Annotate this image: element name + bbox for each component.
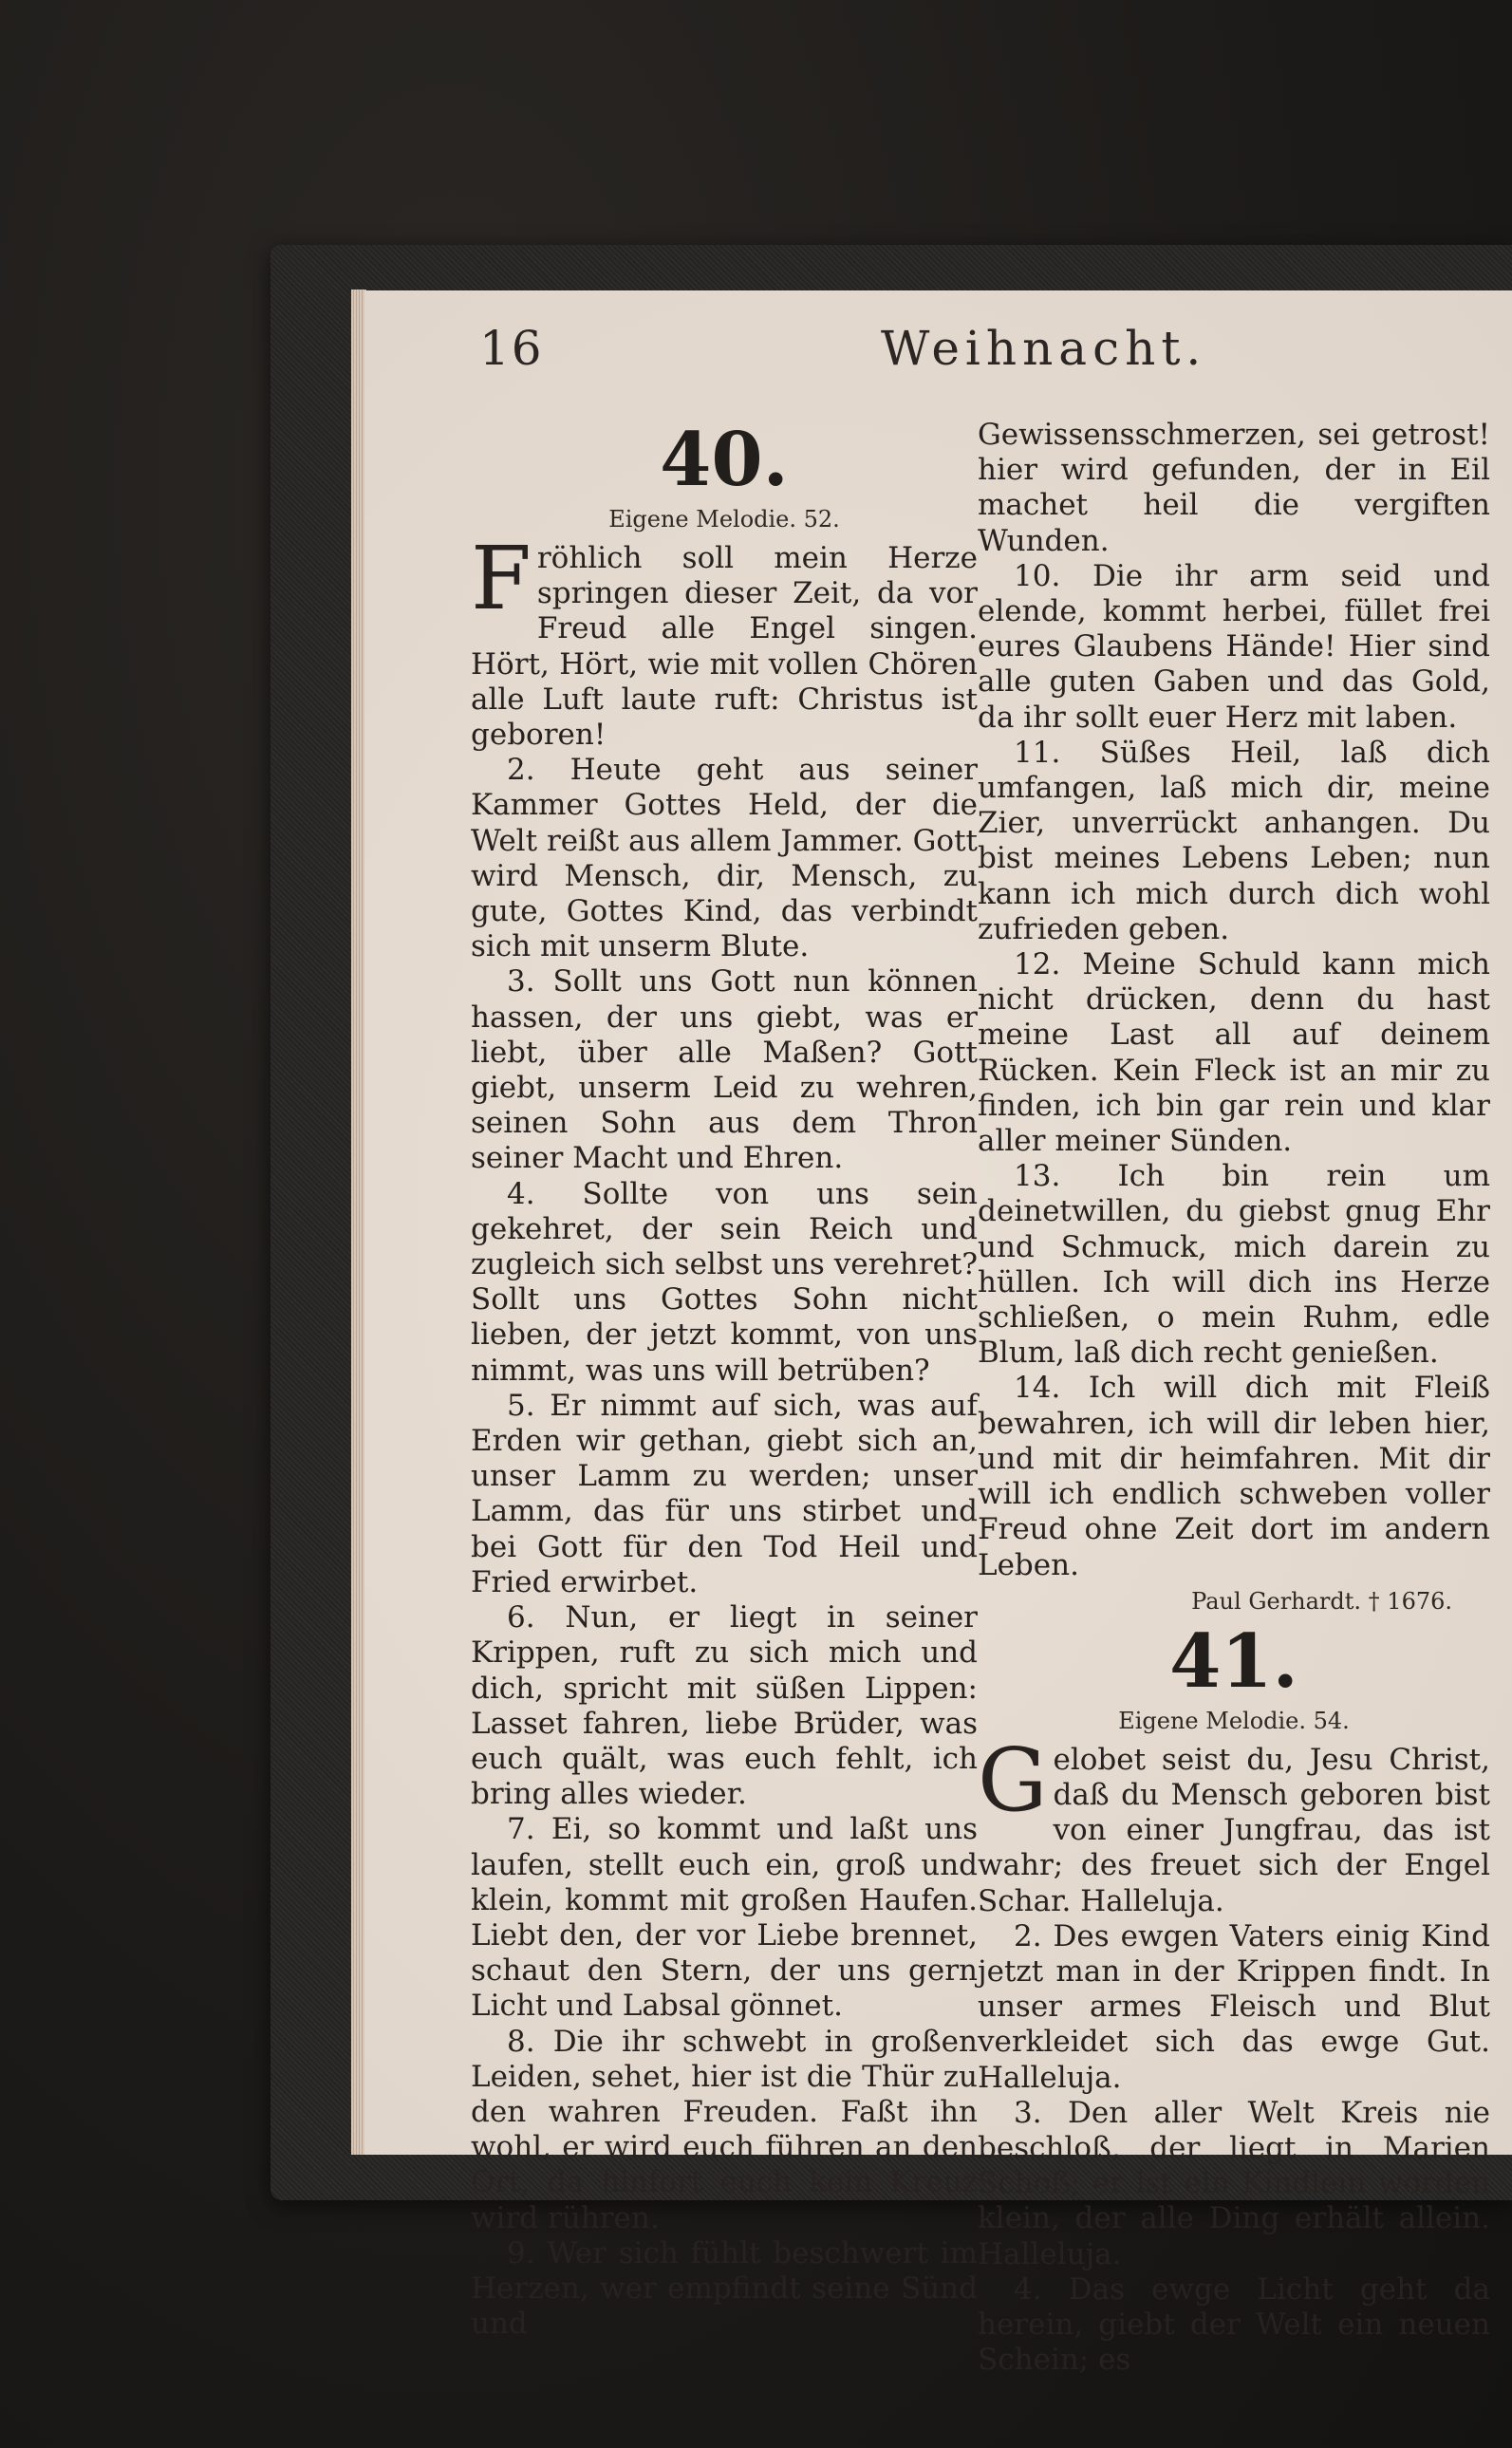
hymn-40-initial: F (471, 528, 532, 629)
hymn-40-stanza-11: 11. Süßes Heil, laß dich umfangen, laß mich dir, meine Zier, unverrückt anhangen. Du bist meines Lebens Leben; nun kann ich mich durch dich wohl zufrieden geben. (978, 735, 1490, 946)
hymn-40-stanza-9-start: 9. Wer sich fühlt beschwert im Herzen, wer empfindt seine Sünd und (471, 2235, 978, 2342)
hymn-40-number: 40. (660, 417, 789, 503)
hymn-41-stanza-1 (978, 1729, 1490, 1919)
hymn-40-author: Paul Gerhardt. † 1676. (1191, 1587, 1452, 1615)
hymn-40-stanza-5: 5. Er nimmt auf sich, was auf Erden wir gethan, giebt sich an, unser Lamm zu werden; unser Lamm, das für uns stirbet und bei Gott für den Tod Heil und Fried erwirbet. (471, 1388, 978, 1599)
hymn-40-stanza-10: 10. Die ihr arm seid und elende, kommt herbei, füllet frei eures Glaubens Hände! Hier sind alle guten Gaben und das Gold, da ihr sollt euer Herz mit laben. (978, 558, 1490, 735)
hymn-40-stanza-13: 13. Ich bin rein um deinetwillen, du giebst gnug Ehr und Schmuck, mich darein zu hüllen. Ich will dich ins Herze schließen, o mein Ruhm, edle Blum, laß dich recht genießen. (978, 1159, 1490, 1371)
hymn-40-stanza-6: 6. Nun, er liegt in seiner Krippen, ruft zu sich mich und dich, spricht mit süßen Lippen: Lasset fahren, liebe Brüder, was euch quält, was euch fehlt, ich bring alles wieder. (471, 1600, 978, 1812)
hymn-40-stanza-2: 2. Heute geht aus seiner Kammer Gottes Held, der die Welt reißt aus allem Jammer. Gott wird Mensch, dir, Mensch, zu gute, Gottes Kind, das verbindt sich mit unserm Blute. (471, 753, 978, 964)
hymn-41-stanza-2: 2. Des ewgen Vaters einig Kind jetzt man in der Krippen findt. In unser armes Fleisch und Blut verkleidet sich das ewge Gut. Halleluja. (978, 1918, 1490, 2095)
hymn-40-melody: Eigene Melodie. 52. (608, 506, 840, 533)
hymn-40-stanza-14: 14. Ich will dich mit Fleiß bewahren, ich will dir leben hier, und mit dir heimfahren. Mit dir will ich endlich schweben voller Freud ohne Zeit dort im andern Leben. (978, 1371, 1490, 1582)
hymn-40-stanza-9-continued: Gewissensschmerzen, sei getrost! hier wird gefunden, der in Eil machet heil die vergiften Wunden. (978, 418, 1490, 558)
hymn-40-stanza-4: 4. Sollte von uns sein gekehret, der sein Reich und zugleich sich selbst uns verehret? Sollt uns Gottes Sohn nicht lieben, der jetzt kommt, von uns nimmt, was uns will betrüben? (471, 1176, 978, 1388)
hymn-40-stanza-3: 3. Sollt uns Gott nun können hassen, der uns giebt, was er liebt, über alle Maßen? Gott giebt, unserm Leid zu wehren, seinen Sohn aus dem Thron seiner Macht und Ehren. (471, 964, 978, 1176)
hymn-41-melody: Eigene Melodie. 54. (1118, 1707, 1350, 1734)
stanza-text: röhlich soll mein Herze springen dieser Zeit, da vor Freud alle Engel singen. Hört, Hört, wie mit vollen Chören alle Luft laute ruft: Christus ist geboren! (471, 541, 978, 753)
left-column (471, 418, 978, 2342)
hymn-41-stanza-4: 4. Das ewge Licht geht da herein, giebt der Welt ein neuen Schein; es (978, 2271, 1490, 2378)
hymn-40-stanza-1 (471, 528, 978, 753)
page-number: 16 (479, 321, 544, 376)
hymn-41-number: 41. (1169, 1617, 1298, 1705)
stanza-text: elobet seist du, Jesu Christ, daß du Mensch geboren bist von einer Jungfrau, das ist wahr; des freuet sich der Engel Schar. Halleluja. (978, 1742, 1490, 1918)
hymn-40-stanza-7: 7. Ei, so kommt und laßt uns laufen, stellt euch ein, groß und klein, kommt mit großen Haufen. Liebt den, der vor Liebe brennet, schaut den Stern, der uns gern Licht und Labsal gönnet. (471, 1812, 978, 2024)
hymn-41-stanza-3: 3. Den aller Welt Kreis nie beschloß, der liegt in Marien Schoß; er ist ein Kindlein worden klein, der alle Ding erhält allein. Halleluja. (978, 2095, 1490, 2271)
right-column (978, 418, 1490, 2378)
running-title: Weihnacht. (881, 321, 1207, 376)
hymn-40-stanza-8: 8. Die ihr schwebt in großen Leiden, sehet, hier ist die Thür zu den wahren Freuden. Faßt ihn wohl, er wird euch führen an den Ort, da hinfort euch kein Kreuz wird rühren. (471, 2024, 978, 2235)
hymn-41-initial: G (978, 1729, 1048, 1831)
hymn-40-stanza-12: 12. Meine Schuld kann mich nicht drücken, denn du hast meine Last all auf deinem Rücken. Kein Fleck ist an mir zu finden, ich bin gar rein und klar aller meiner Sünden. (978, 947, 1490, 1159)
